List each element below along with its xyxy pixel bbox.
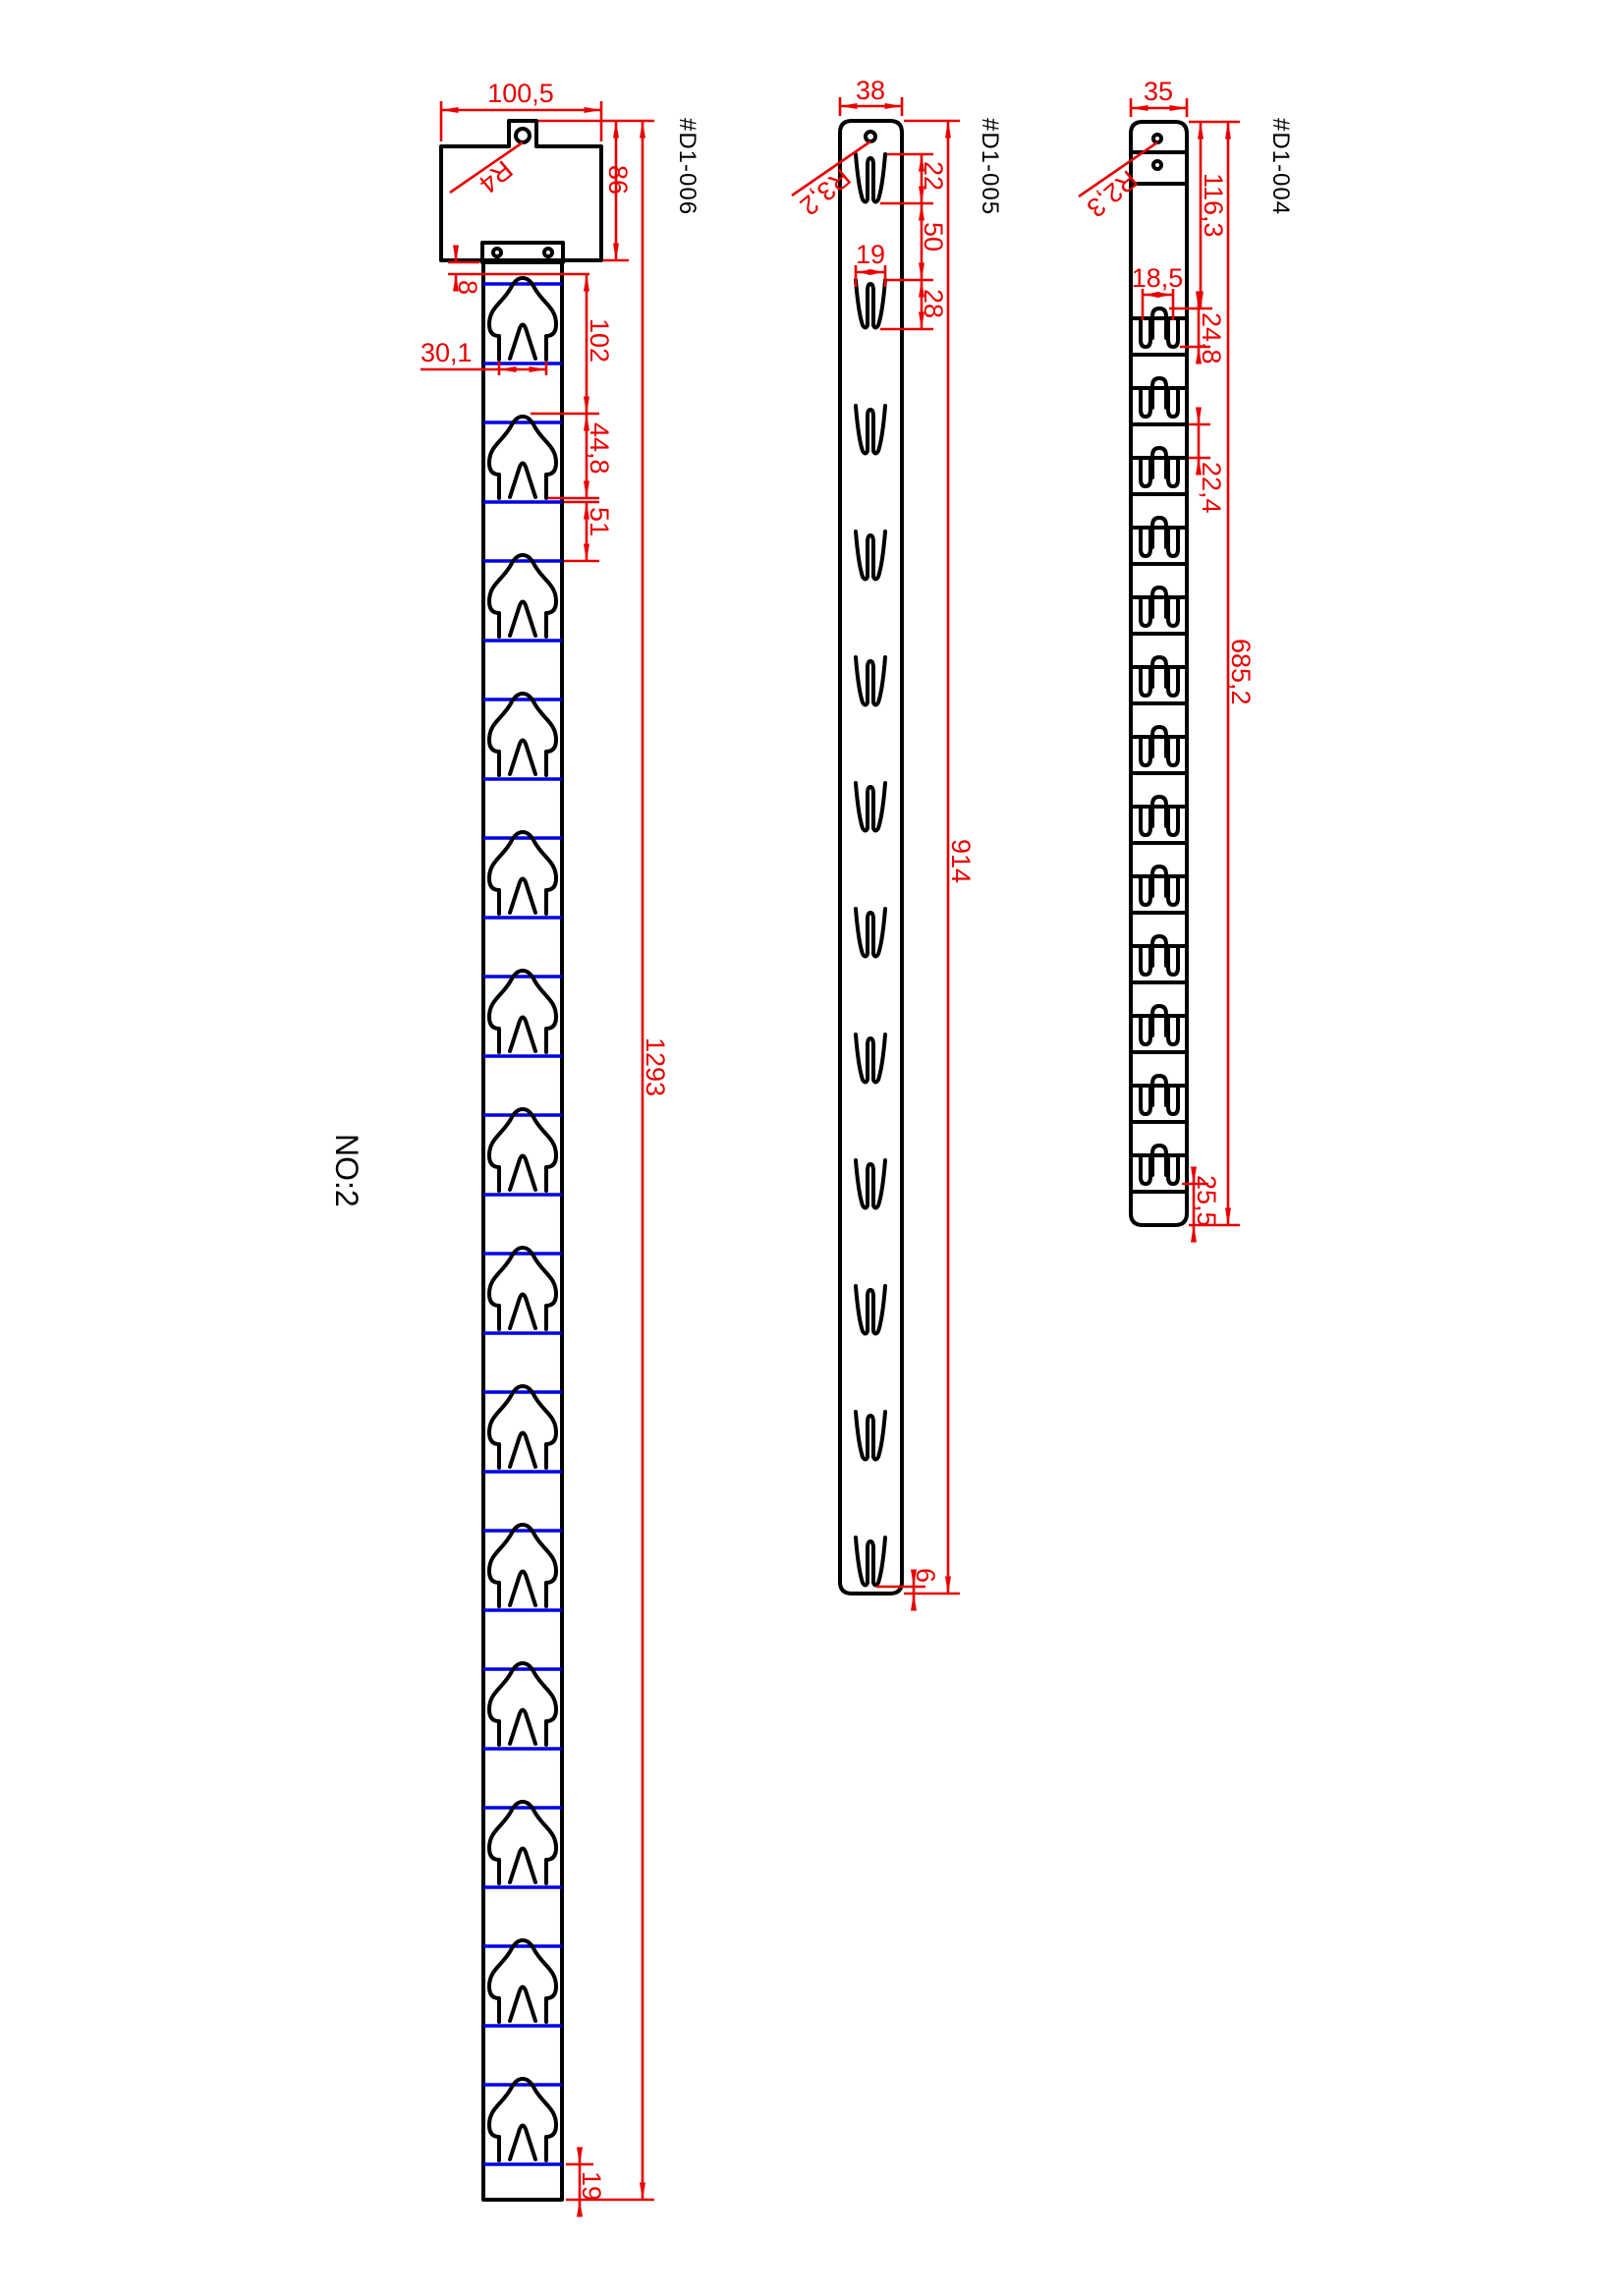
dim-hole-radius: R2,3 [1081, 164, 1144, 224]
clip-slot [1131, 1006, 1187, 1052]
clip-slot [1131, 587, 1187, 634]
part-d1-005-view [792, 76, 1003, 1607]
bracket-hole-left [493, 249, 501, 256]
clip-slot [1131, 936, 1187, 982]
dim-first-slot-height: 22 [919, 161, 948, 192]
clip-slot [1131, 657, 1187, 703]
dim-top-offset: 8 [453, 280, 482, 296]
clip-slot [1131, 308, 1187, 355]
dim-bottom-margin: 19 [577, 2171, 606, 2202]
dim-first-pitch: 102 [585, 318, 614, 364]
w-slot [856, 1035, 885, 1083]
strip-outline [483, 262, 562, 2200]
keyhole-slot [483, 971, 562, 1056]
dim-tab-hole-radius: R4 [473, 154, 519, 199]
keyhole-slot [483, 2079, 562, 2164]
keyhole-slot [483, 1940, 562, 2026]
part-label-d1-005: #D1-005 [977, 118, 1003, 216]
dim-slot-height: 24,8 [1197, 312, 1226, 364]
ext-lines [538, 121, 654, 260]
dim-total-length: 685,2 [1226, 639, 1256, 705]
part-d1-006-view [420, 79, 700, 2213]
dim-slot-width: 19 [855, 240, 886, 269]
keyhole-slot [483, 1109, 562, 1195]
dim-width: 38 [855, 76, 886, 105]
tab-hole [516, 129, 530, 142]
w-slot [856, 1538, 885, 1586]
dim-slot-width: 30,1 [420, 338, 473, 367]
keyhole-slot [483, 278, 562, 364]
keyhole-slot [483, 1525, 562, 1610]
dim-top-width: 100,5 [487, 79, 554, 108]
keyhole-slot [483, 1802, 562, 1887]
bracket-hole-right [544, 249, 552, 256]
dim-bottom-margin: 25,5 [1192, 1175, 1221, 1227]
dim-slot-width: 18,5 [1131, 263, 1184, 293]
keyhole-slot [483, 1663, 562, 1749]
w-slot [856, 783, 885, 831]
clip-slot [1131, 797, 1187, 843]
keyhole-slot [483, 694, 562, 779]
dim-total-length: 1293 [641, 1037, 670, 1097]
w-slot [856, 1286, 885, 1334]
top-hole [866, 132, 875, 141]
dim-top-section: 116,3 [1199, 173, 1228, 238]
keyhole-slot [483, 1248, 562, 1333]
w-slot [856, 406, 885, 454]
sheet-note: NO:2 [329, 1134, 364, 1207]
dim-slot-gap: 51 [585, 507, 614, 537]
w-slot [856, 532, 885, 580]
strip-outline [840, 121, 902, 1594]
w-slot [856, 909, 885, 957]
clip-slot [1131, 1146, 1187, 1192]
clip-slot [1131, 867, 1187, 913]
clip-slot [1131, 378, 1187, 424]
keyhole-slot [483, 555, 562, 641]
dim-bottom-margin: 6 [911, 1568, 940, 1584]
w-slot [856, 1412, 885, 1460]
keyhole-slot [483, 832, 562, 918]
w-slot [856, 657, 885, 705]
dim-slot-gap: 50 [919, 222, 948, 252]
w-slot [856, 280, 885, 328]
keyhole-slot [483, 417, 562, 502]
dim-slot-gap: 22,4 [1197, 462, 1226, 514]
top-hole-2 [1153, 161, 1161, 169]
clip-slot [1131, 518, 1187, 564]
part-d1-004-view [1079, 77, 1294, 1239]
part-label-d1-004: #D1-004 [1267, 118, 1294, 216]
dim-width: 35 [1143, 77, 1174, 106]
clip-slot [1131, 448, 1187, 494]
w-slot [856, 154, 885, 202]
clip-slot [1131, 1076, 1187, 1122]
keyhole-slot [483, 1386, 562, 1472]
top-hole-1 [1153, 135, 1161, 142]
clip-slot [1131, 727, 1187, 773]
dim-hole-radius: R3,2 [794, 162, 857, 222]
dim-slot-height: 44,8 [585, 422, 614, 475]
part-label-d1-006: #D1-006 [674, 118, 700, 216]
dim-total-length: 914 [946, 839, 976, 884]
w-slot [856, 1160, 885, 1208]
dim-plate-height: 86 [603, 165, 633, 196]
dim-slot-height: 28 [919, 289, 948, 319]
